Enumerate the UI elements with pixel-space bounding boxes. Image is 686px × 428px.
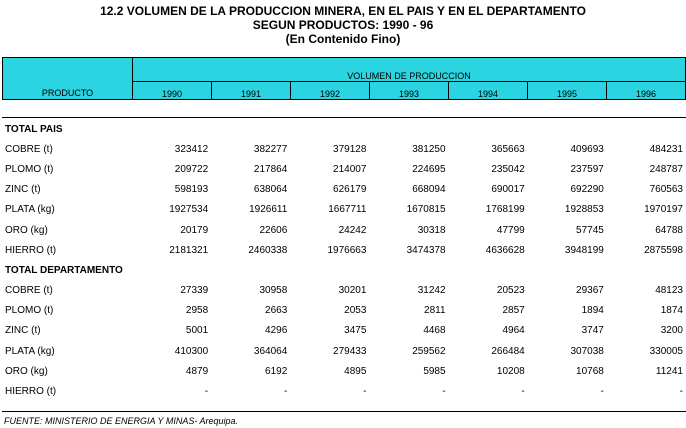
row-label: PLATA (kg): [5, 345, 55, 357]
value-cell: 4895: [344, 365, 367, 377]
value-cell: 760563: [649, 184, 683, 196]
value-cell: 4636628: [485, 244, 525, 256]
table-row: [2, 159, 686, 179]
header-producto: PRODUCTO: [3, 58, 133, 100]
header-year-1992: 1992: [291, 82, 370, 100]
value-cell: 248787: [649, 163, 683, 175]
value-cell: 2875598: [644, 244, 683, 256]
table-row: [2, 361, 686, 381]
value-cell: -: [679, 386, 683, 398]
value-cell: 10768: [576, 365, 604, 377]
value-cell: 364064: [253, 345, 288, 357]
value-cell: 379128: [333, 143, 367, 155]
row-label: COBRE (t): [5, 285, 53, 297]
table-row: [2, 240, 686, 260]
row-label: COBRE (t): [5, 143, 53, 155]
row-label: ORO (kg): [5, 365, 48, 377]
value-cell: 365663: [491, 143, 525, 155]
value-cell: 5001: [185, 325, 209, 337]
value-cell: 30958: [259, 285, 288, 297]
value-cell: 27339: [180, 285, 209, 297]
value-cell: 217864: [253, 163, 288, 175]
value-cell: -: [521, 386, 525, 398]
value-cell: 1926611: [249, 204, 288, 216]
value-cell: 11241: [655, 365, 683, 377]
value-cell: 1894: [581, 305, 604, 317]
value-cell: 598193: [174, 184, 209, 196]
row-label: ZINC (t): [5, 325, 41, 337]
value-cell: -: [363, 386, 367, 398]
value-cell: 20523: [496, 285, 525, 297]
value-cell: 5985: [423, 365, 446, 377]
value-cell: 24242: [338, 224, 367, 236]
value-cell: 2663: [265, 305, 288, 317]
row-label: HIERRO (t): [5, 244, 57, 256]
value-cell: 1670815: [406, 204, 446, 216]
value-cell: 3474378: [406, 244, 446, 256]
value-cell: 484231: [649, 143, 683, 155]
value-cell: 323412: [174, 143, 209, 155]
value-cell: 668094: [412, 184, 446, 196]
value-cell: 10208: [496, 365, 525, 377]
value-cell: 6192: [265, 365, 288, 377]
header-divider: [2, 117, 686, 118]
section-title: TOTAL PAIS: [5, 123, 63, 135]
source-note: FUENTE: MINISTERIO DE ENERGIA Y MINAS- Arequipa.: [4, 416, 239, 426]
units-note: (En Contenido Fino): [285, 32, 401, 46]
value-cell: 22606: [259, 224, 288, 236]
value-cell: 29367: [576, 285, 604, 297]
value-cell: 3475: [344, 325, 367, 337]
value-cell: -: [442, 386, 446, 398]
value-cell: 209722: [174, 163, 209, 175]
value-cell: 235042: [491, 163, 525, 175]
section-row: [2, 119, 686, 139]
header-year-1991: 1991: [212, 82, 291, 100]
value-cell: -: [283, 386, 288, 398]
table-header: [2, 57, 686, 100]
value-cell: 1928853: [564, 204, 604, 216]
value-cell: 1768199: [485, 204, 525, 216]
value-cell: 2811: [424, 305, 446, 317]
value-cell: 64788: [655, 224, 683, 236]
value-cell: 4879: [185, 365, 209, 377]
page-title: 12.2 VOLUMEN DE LA PRODUCCION MINERA, EN EL PAIS Y EN EL DEPARTAMENTO: [100, 4, 586, 18]
value-cell: 31242: [417, 285, 446, 297]
value-cell: 1976663: [327, 244, 367, 256]
value-cell: 48123: [655, 285, 683, 297]
value-cell: 2053: [344, 305, 367, 317]
table-row: [2, 220, 686, 240]
section-title: TOTAL DEPARTAMENTO: [5, 264, 123, 276]
header-year-1990: 1990: [133, 82, 212, 100]
row-label: PLATA (kg): [5, 204, 55, 216]
value-cell: 20179: [180, 224, 209, 236]
value-cell: 279433: [333, 345, 367, 357]
value-cell: 2181321: [169, 244, 209, 256]
table-row: [2, 341, 686, 361]
value-cell: 57745: [576, 224, 604, 236]
value-cell: 330005: [649, 345, 683, 357]
header-volumen: VOLUMEN DE PRODUCCION: [133, 58, 686, 82]
value-cell: 381250: [412, 143, 446, 155]
table-row: [2, 139, 686, 159]
value-cell: 626179: [333, 184, 367, 196]
table-row: [2, 321, 686, 341]
value-cell: 2460338: [248, 244, 288, 256]
value-cell: 638064: [253, 184, 288, 196]
value-cell: 214007: [333, 163, 367, 175]
value-cell: 30318: [417, 224, 446, 236]
value-cell: 3747: [581, 325, 604, 337]
value-cell: 409693: [570, 143, 604, 155]
value-cell: 266484: [491, 345, 525, 357]
table-row: [2, 381, 686, 401]
section-row: [2, 260, 686, 280]
value-cell: 2857: [502, 305, 525, 317]
row-label: PLOMO (t): [5, 163, 54, 175]
value-cell: 1927534: [169, 204, 209, 216]
data-table: [2, 119, 686, 402]
value-cell: 3948199: [564, 244, 604, 256]
table-row: [2, 180, 686, 200]
value-cell: 30201: [338, 285, 367, 297]
value-cell: 2958: [185, 305, 209, 317]
value-cell: -: [600, 386, 604, 398]
value-cell: 259562: [412, 345, 446, 357]
row-label: HIERRO (t): [5, 386, 57, 398]
value-cell: 4296: [265, 325, 288, 337]
row-label: ZINC (t): [5, 184, 41, 196]
value-cell: 410300: [174, 345, 209, 357]
value-cell: 1970197: [644, 204, 683, 216]
value-cell: 224695: [412, 163, 446, 175]
value-cell: 690017: [491, 184, 525, 196]
value-cell: 3200: [660, 325, 683, 337]
row-label: PLOMO (t): [5, 305, 54, 317]
table-row: [2, 200, 686, 220]
row-label: ORO (kg): [5, 224, 48, 236]
value-cell: 237597: [570, 163, 604, 175]
value-cell: 692290: [570, 184, 604, 196]
value-cell: -: [204, 386, 209, 398]
value-cell: 47799: [496, 224, 525, 236]
footer-divider: [2, 411, 686, 412]
value-cell: 1667711: [328, 204, 367, 216]
value-cell: 4468: [423, 325, 446, 337]
header-year-1996: 1996: [607, 82, 686, 100]
title-block: [0, 4, 686, 46]
table-row: [2, 301, 686, 321]
value-cell: 382277: [253, 143, 288, 155]
header-year-1995: 1995: [528, 82, 607, 100]
page-subtitle: SEGUN PRODUCTOS: 1990 - 96: [252, 18, 434, 32]
header-year-1993: 1993: [370, 82, 449, 100]
value-cell: 1874: [660, 305, 683, 317]
table-row: [2, 281, 686, 301]
header-year-1994: 1994: [449, 82, 528, 100]
value-cell: 4964: [502, 325, 525, 337]
value-cell: 307038: [570, 345, 604, 357]
